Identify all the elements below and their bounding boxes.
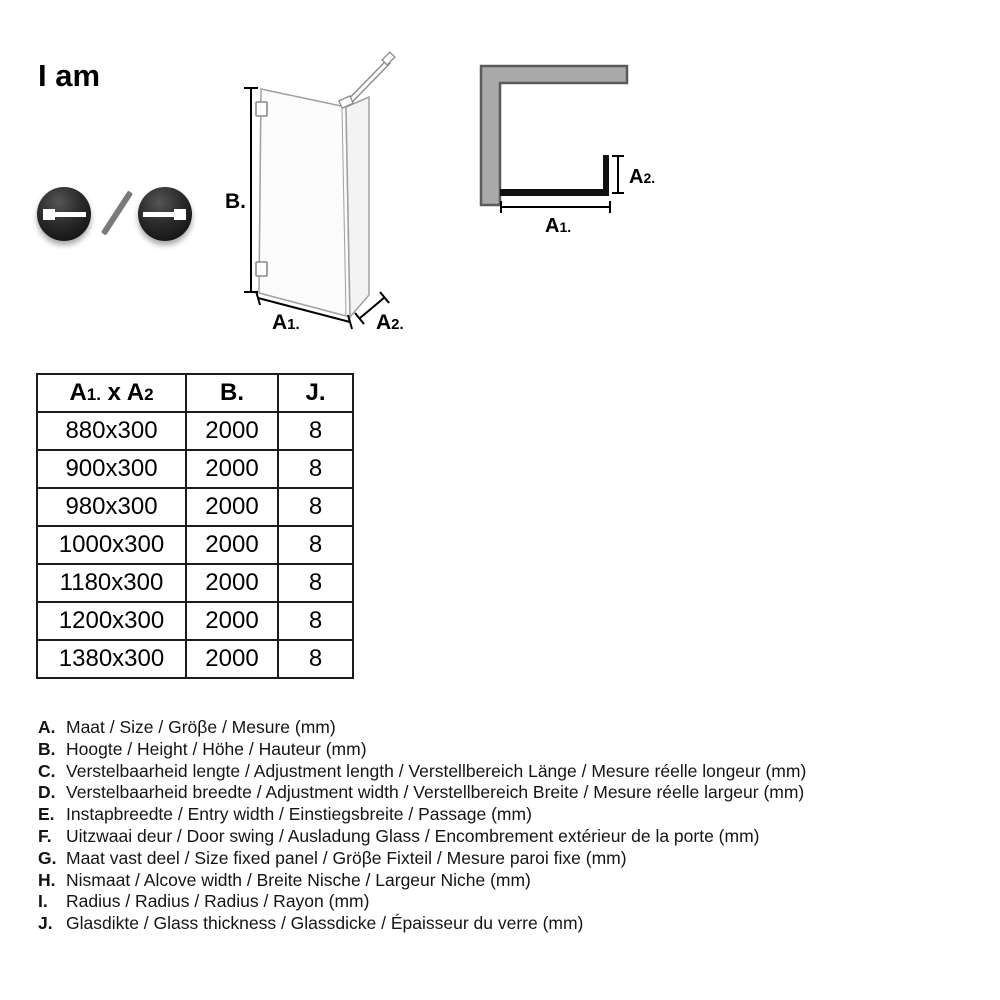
table-cell: 1000x300: [37, 526, 186, 564]
table-cell: 2000: [186, 526, 278, 564]
table-header-row: [37, 374, 353, 412]
legend-key: B.: [38, 738, 56, 759]
legend-item: [38, 870, 806, 892]
legend-key: C.: [38, 760, 56, 781]
handle-left-icon: [37, 187, 91, 241]
handle-right-icon: [138, 187, 192, 241]
legend-key: D.: [38, 782, 56, 803]
glass-panel-front: [259, 89, 350, 317]
legend: [38, 717, 806, 935]
table-cell: 2000: [186, 564, 278, 602]
wall-bracket-top: [256, 102, 267, 116]
handle-knob: [174, 209, 186, 220]
wall-bracket-bottom: [256, 262, 267, 276]
legend-item: [38, 826, 806, 848]
legend-text: Glasdikte / Glass thickness / Glassdicke / Épaisseur du verre (mm): [66, 913, 584, 934]
table-cell: 8: [278, 602, 353, 640]
depth-dim-label: A2.: [629, 166, 656, 188]
legend-key: F.: [38, 825, 52, 846]
legend-text: Radius / Radius / Radius / Rayon (mm): [66, 891, 370, 912]
table-cell: 980x300: [37, 488, 186, 526]
handle-bar: [43, 212, 86, 217]
legend-key: H.: [38, 869, 56, 890]
legend-item: [38, 739, 806, 761]
table-row: [37, 450, 353, 488]
legend-text: Verstelbaarheid lengte / Adjustment length / Verstellbereich Länge / Mesure réelle longeur (mm): [66, 760, 807, 781]
table-cell: 8: [278, 640, 353, 678]
legend-item: [38, 761, 806, 783]
table-cell: 8: [278, 412, 353, 450]
table-header-glass: J.: [278, 374, 353, 412]
table-row: [37, 602, 353, 640]
table-row: [37, 526, 353, 564]
legend-text: Instapbreedte / Entry width / Einstiegsbreite / Passage (mm): [66, 804, 532, 825]
legend-key: J.: [38, 913, 53, 934]
table-cell: 2000: [186, 450, 278, 488]
table-cell: 2000: [186, 640, 278, 678]
table-cell: 8: [278, 488, 353, 526]
top-view-diagram: [475, 55, 700, 245]
table-row: [37, 412, 353, 450]
legend-item: [38, 913, 806, 935]
legend-item: [38, 891, 806, 913]
legend-item: [38, 717, 806, 739]
product-title: I am: [38, 58, 101, 93]
legend-key: I.: [38, 891, 48, 912]
table-cell: 2000: [186, 488, 278, 526]
legend-text: Nismaat / Alcove width / Breite Nische / Largeur Niche (mm): [66, 869, 531, 890]
table-cell: 8: [278, 526, 353, 564]
size-table: [36, 373, 354, 679]
table-cell: 1180x300: [37, 564, 186, 602]
table-cell: 8: [278, 564, 353, 602]
table-cell: 1380x300: [37, 640, 186, 678]
panel-3d-diagram: [225, 45, 420, 340]
legend-text: Hoogte / Height / Höhe / Hauteur (mm): [66, 738, 367, 759]
height-dim-label: B.: [225, 190, 246, 213]
table-cell: 880x300: [37, 412, 186, 450]
table-row: [37, 640, 353, 678]
legend-text: Maat / Size / Gröβe / Mesure (mm): [66, 717, 336, 737]
width-dim-label: A1.: [272, 311, 300, 334]
table-cell: 2000: [186, 602, 278, 640]
legend-key: G.: [38, 847, 57, 868]
table-cell: 900x300: [37, 450, 186, 488]
legend-text: Uitzwaai deur / Door swing / Ausladung Glass / Encombrement extérieur de la porte (mm): [66, 825, 760, 846]
width-dim-label: A1.: [545, 215, 572, 237]
depth-dim-label: A2.: [376, 311, 404, 334]
legend-text: Verstelbaarheid breedte / Adjustment width / Verstellbereich Breite / Mesure réelle largeur (mm): [66, 782, 805, 803]
table-row: [37, 488, 353, 526]
legend-key: A.: [38, 717, 56, 737]
glass-panel-return: [346, 97, 369, 317]
table-header-size: A1. x A2: [37, 374, 186, 412]
legend-key: E.: [38, 804, 55, 825]
table-cell: 2000: [186, 412, 278, 450]
glass-panel-shape: [500, 155, 609, 196]
table-row: [37, 564, 353, 602]
legend-text: Maat vast deel / Size fixed panel / Gröβe Fixteil / Mesure paroi fixe (mm): [66, 847, 627, 868]
legend-item: [38, 782, 806, 804]
legend-item: [38, 804, 806, 826]
table-cell: 8: [278, 450, 353, 488]
table-header-height: B.: [186, 374, 278, 412]
separator-slash-icon: [101, 190, 133, 235]
table-cell: 1200x300: [37, 602, 186, 640]
legend-item: [38, 848, 806, 870]
